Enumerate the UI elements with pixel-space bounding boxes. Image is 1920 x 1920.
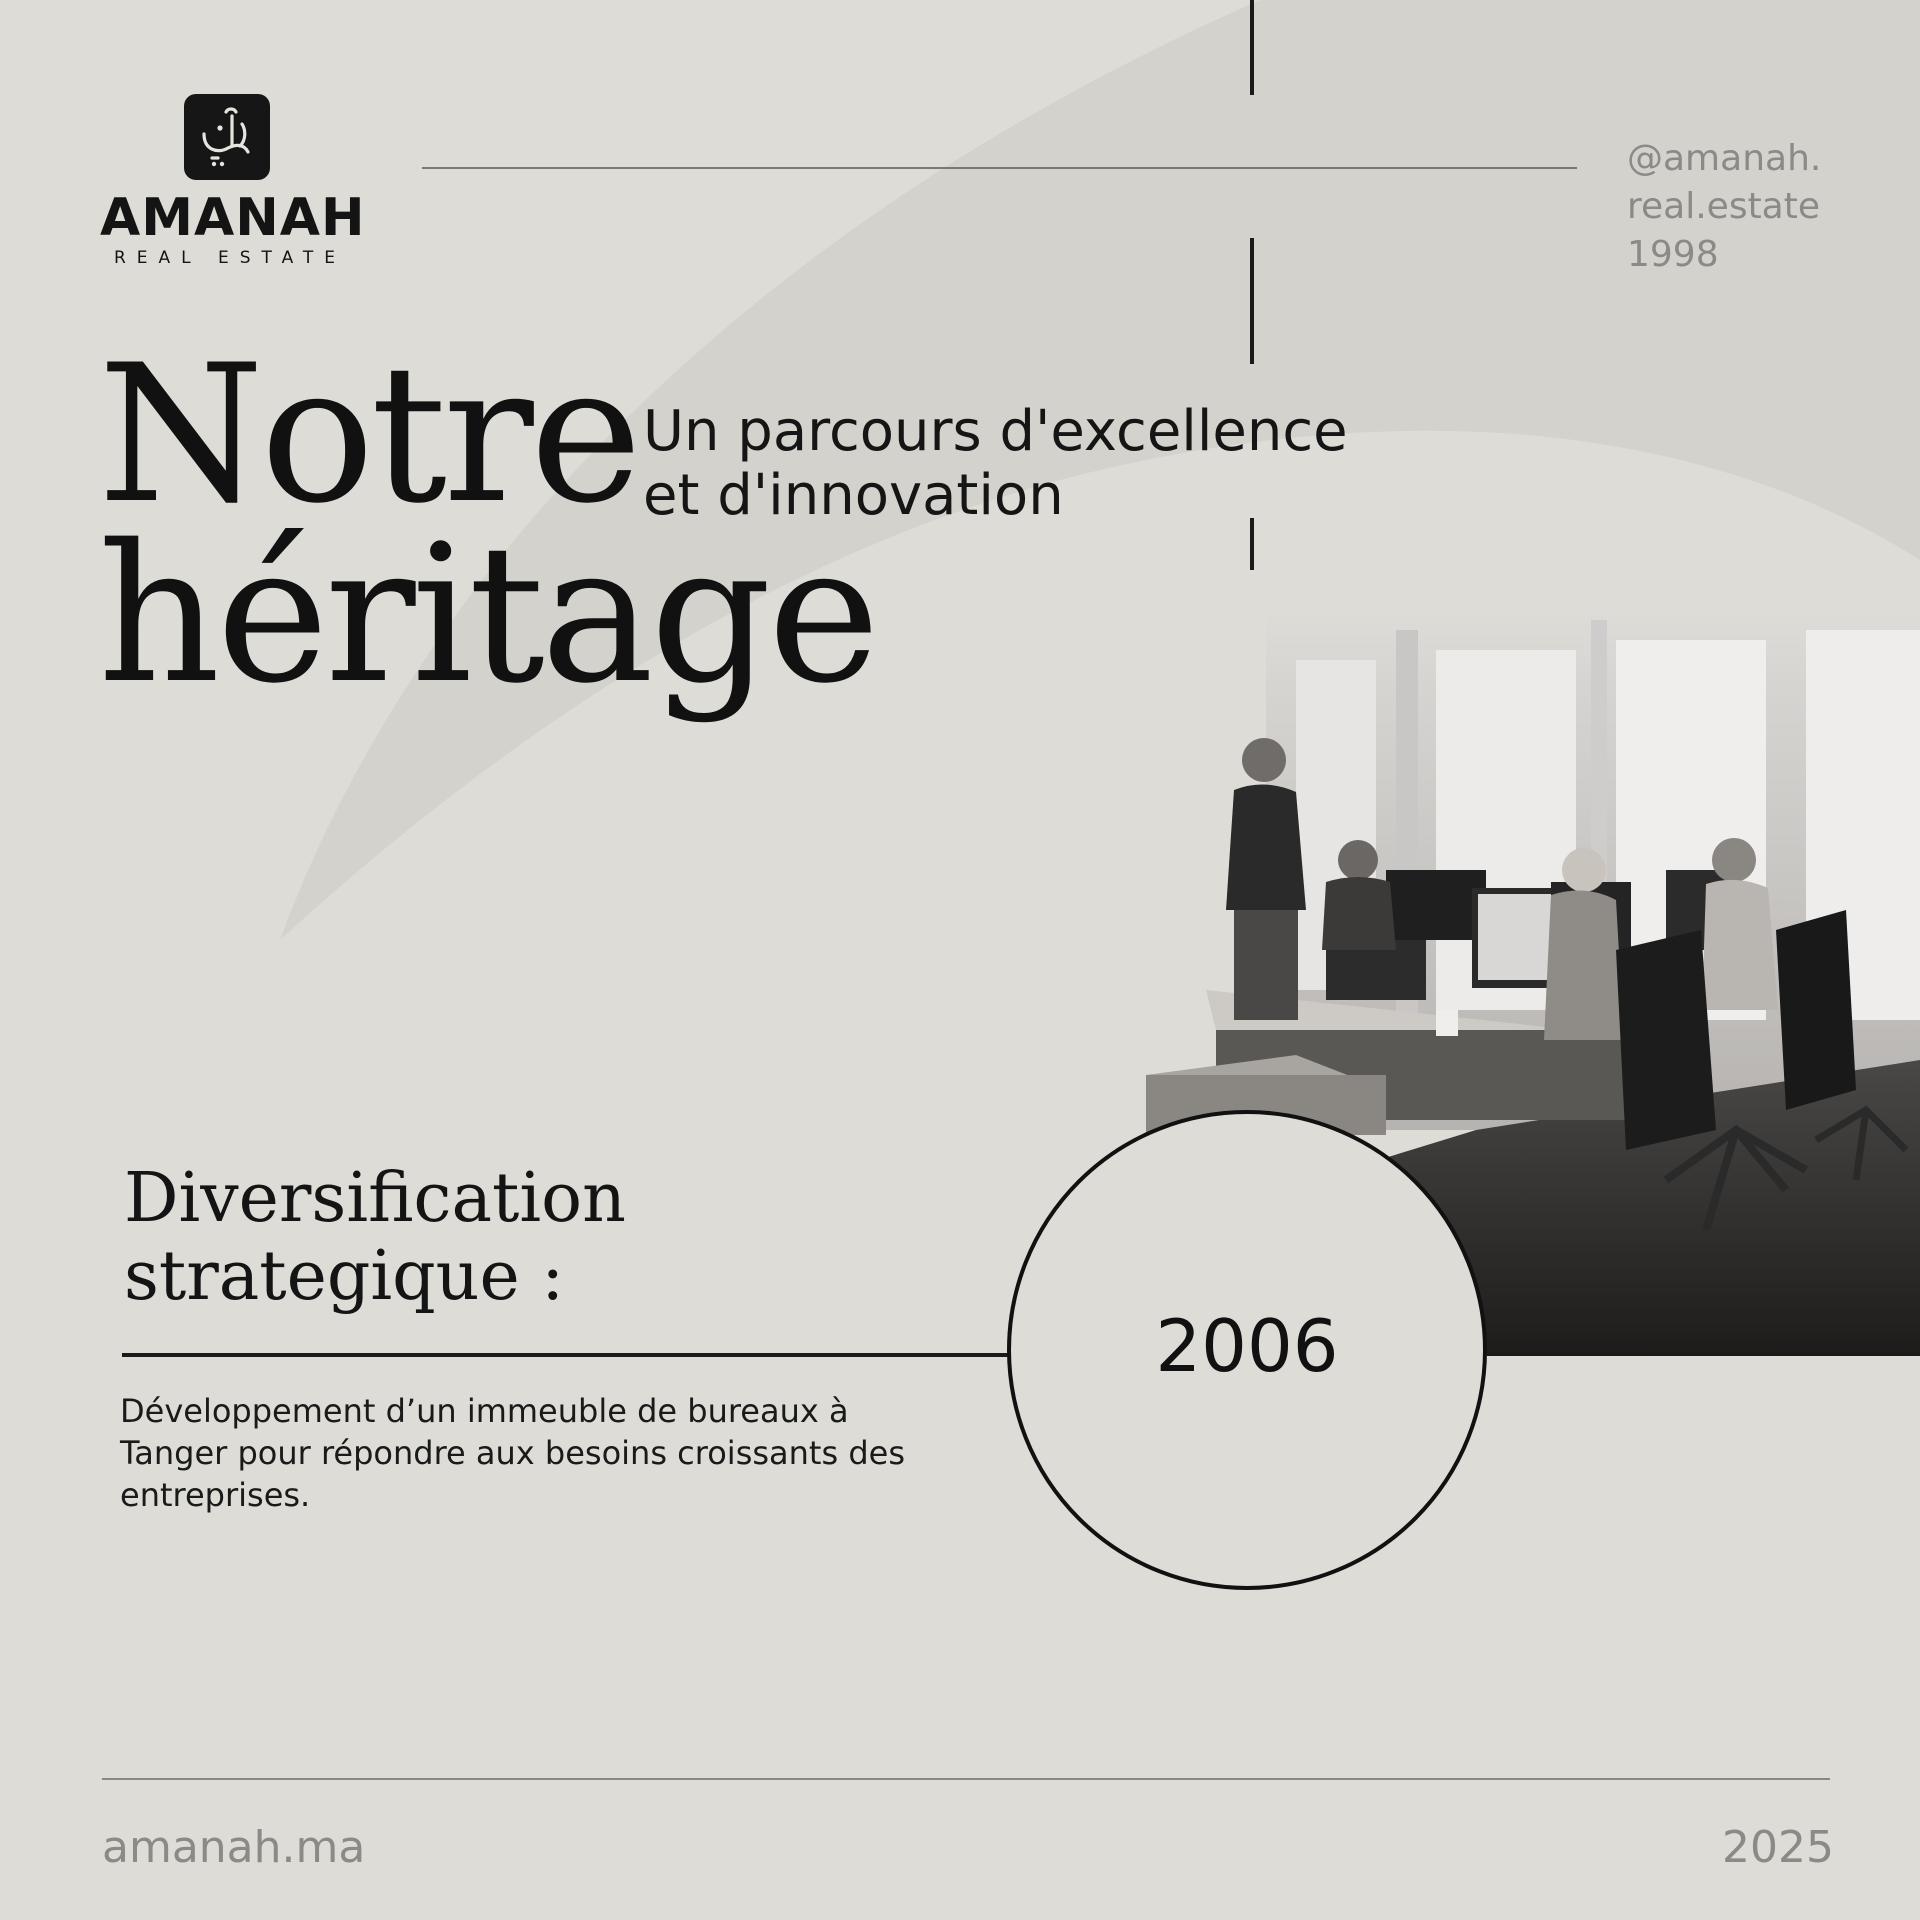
year-circle (1007, 1110, 1487, 1590)
handle-line-1: @amanah. (1627, 138, 1822, 179)
handle-line-2: real.estate (1627, 186, 1821, 227)
logo-name: AMANAH (100, 188, 366, 248)
timeline-line-top (1250, 0, 1254, 95)
section-title (124, 1160, 626, 1316)
section-title-line-1: Diversification (124, 1159, 626, 1238)
website-link[interactable]: amanah.ma (102, 1822, 366, 1873)
handle-year: 1998 (1627, 234, 1719, 275)
social-handle (1627, 135, 1887, 279)
title-line-2: héritage (98, 504, 877, 725)
section-title-line-2: strategique : (124, 1237, 565, 1316)
header-divider (422, 167, 1577, 169)
amanah-logo[interactable] (100, 92, 366, 272)
photo-baseline (1487, 1353, 1920, 1356)
footer-divider (102, 1778, 1830, 1780)
logo-subtitle: REAL ESTATE (113, 248, 347, 268)
footer-year: 2025 (1722, 1822, 1834, 1873)
milestone-description: Développement d’un immeuble de bureaux à Tanger pour répondre aux besoins croissants des entreprises. (120, 1392, 905, 1514)
timeline-line-mid (1250, 238, 1254, 364)
arabic-calligraphy-logo-icon (184, 94, 270, 180)
subtitle-line-2: et d'innovation (643, 463, 1064, 528)
timeline-connector (122, 1353, 1010, 1357)
title-line-1: Notre (98, 324, 639, 545)
subtitle-line-1: Un parcours d'excellence (643, 399, 1348, 464)
page-subtitle (643, 400, 1348, 528)
milestone-year: 2006 (1155, 1304, 1339, 1388)
